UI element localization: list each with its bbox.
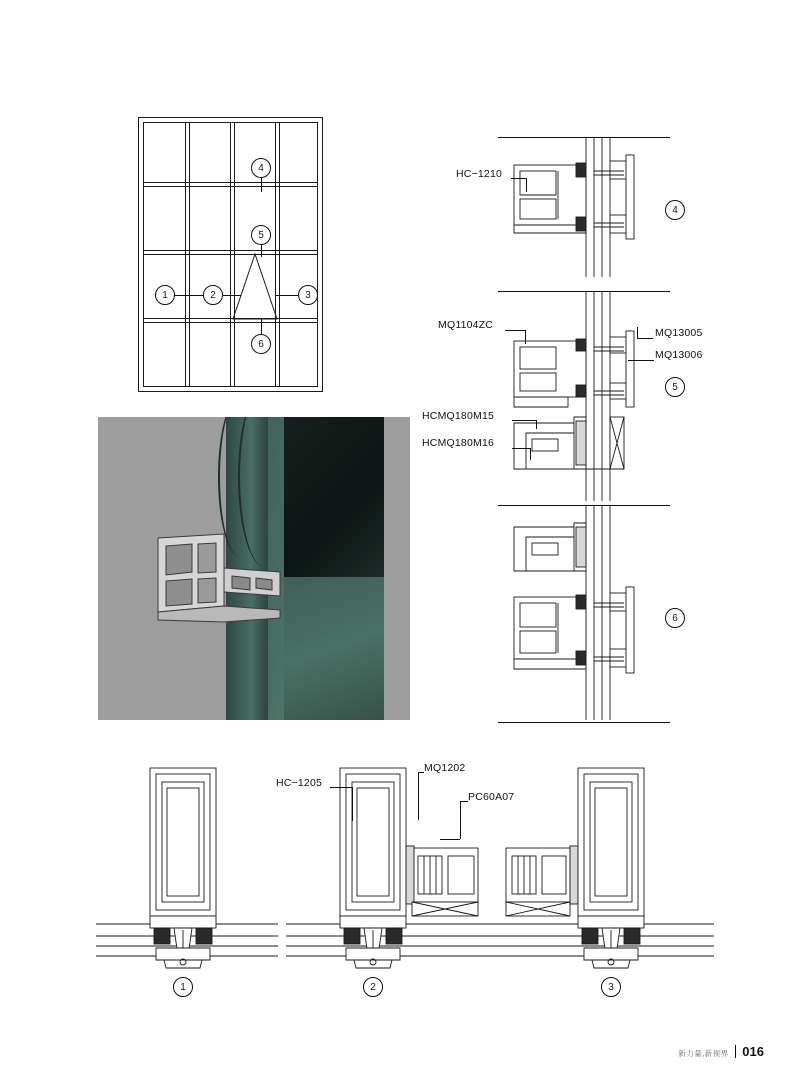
label-mq13005: MQ13005	[655, 327, 703, 339]
detail-callout-6	[665, 608, 685, 628]
label-mq1104zc: MQ1104ZC	[438, 319, 494, 331]
callout-3	[298, 285, 318, 305]
footer-divider	[735, 1045, 737, 1058]
leader-mq1202-v	[418, 772, 419, 820]
detail6-bottom-rule	[498, 722, 670, 723]
bottom-callout-1	[173, 977, 193, 997]
callout-1	[155, 285, 175, 305]
footer-caption: 新力量,新视界	[678, 1049, 729, 1058]
label-hcmq180m16: HCMQ180M16	[422, 437, 495, 449]
callout-3-label: 3	[305, 289, 311, 301]
bottom-callout-2	[363, 977, 383, 997]
bottom-details-row	[82, 740, 722, 1010]
leader-2	[223, 295, 241, 296]
label-mq1202: MQ1202	[424, 762, 466, 774]
bottom-callout-3-label: 3	[608, 981, 614, 993]
leader-hcmq180m16-h	[512, 448, 530, 449]
elevation-transom-1	[143, 182, 318, 187]
label-pc60a07: PC60A07	[468, 791, 515, 803]
label-hcmq180m15: HCMQ180M15	[422, 410, 495, 422]
leader-pc60a07-h	[460, 801, 468, 802]
leader-3	[275, 295, 298, 296]
leader-hc1210-h	[511, 178, 526, 179]
page-number: 016	[742, 1044, 764, 1059]
detail-1-drawing	[82, 750, 292, 980]
callout-2-label: 2	[210, 289, 216, 301]
callout-6-label: 6	[258, 338, 264, 350]
detail-callout-4-label: 4	[672, 204, 678, 216]
bottom-callout-1-label: 1	[180, 981, 186, 993]
photo-extrusion-profile	[154, 532, 294, 652]
leader-pc60a07-h2	[440, 839, 460, 840]
callout-5-label: 5	[258, 229, 264, 241]
detail-callout-5	[665, 377, 685, 397]
detail-4-drawing	[498, 137, 678, 277]
leader-mq13005-h	[637, 338, 653, 339]
leader-mq1202-h	[418, 772, 424, 773]
callout-2	[203, 285, 223, 305]
label-mq13006: MQ13006	[655, 349, 703, 361]
aluminium-profile-render-photo	[98, 417, 410, 720]
callout-6	[251, 334, 271, 354]
label-hc1210: HC−1210	[456, 168, 503, 180]
detail-callout-4	[665, 200, 685, 220]
leader-6	[261, 318, 262, 334]
leader-hc1205-v	[352, 787, 353, 821]
leader-5	[261, 245, 262, 257]
leader-mq13006-h	[628, 360, 654, 361]
detail-callout-5-label: 5	[672, 381, 678, 393]
detail-3-drawing	[492, 750, 722, 980]
leader-4	[261, 178, 262, 192]
leader-hcmq180m15-v	[536, 420, 537, 429]
detail-callout-6-label: 6	[672, 612, 678, 624]
callout-4-label: 4	[258, 162, 264, 174]
leader-hcmq180m15-h	[512, 420, 536, 421]
leader-hcmq180m16-v	[530, 448, 531, 460]
leader-pc60a07-v	[460, 801, 461, 839]
detail-6-drawing	[498, 505, 678, 720]
leader-mq1104zc-v	[525, 330, 526, 344]
bottom-callout-3	[601, 977, 621, 997]
callout-5	[251, 225, 271, 245]
leader-mq1104zc-h	[505, 330, 525, 331]
detail-5-drawing	[498, 291, 678, 501]
leader-hc1205-h	[330, 787, 352, 788]
bottom-callout-2-label: 2	[370, 981, 376, 993]
label-hc1205: HC−1205	[276, 777, 323, 789]
opening-direction-triangle	[230, 250, 280, 323]
photo-background-right	[384, 417, 410, 720]
callout-4	[251, 158, 271, 178]
page-footer	[678, 1044, 764, 1059]
leader-hc1210-v	[526, 178, 527, 192]
curtain-wall-elevation-diagram	[138, 117, 323, 392]
callout-1-label: 1	[162, 289, 168, 301]
